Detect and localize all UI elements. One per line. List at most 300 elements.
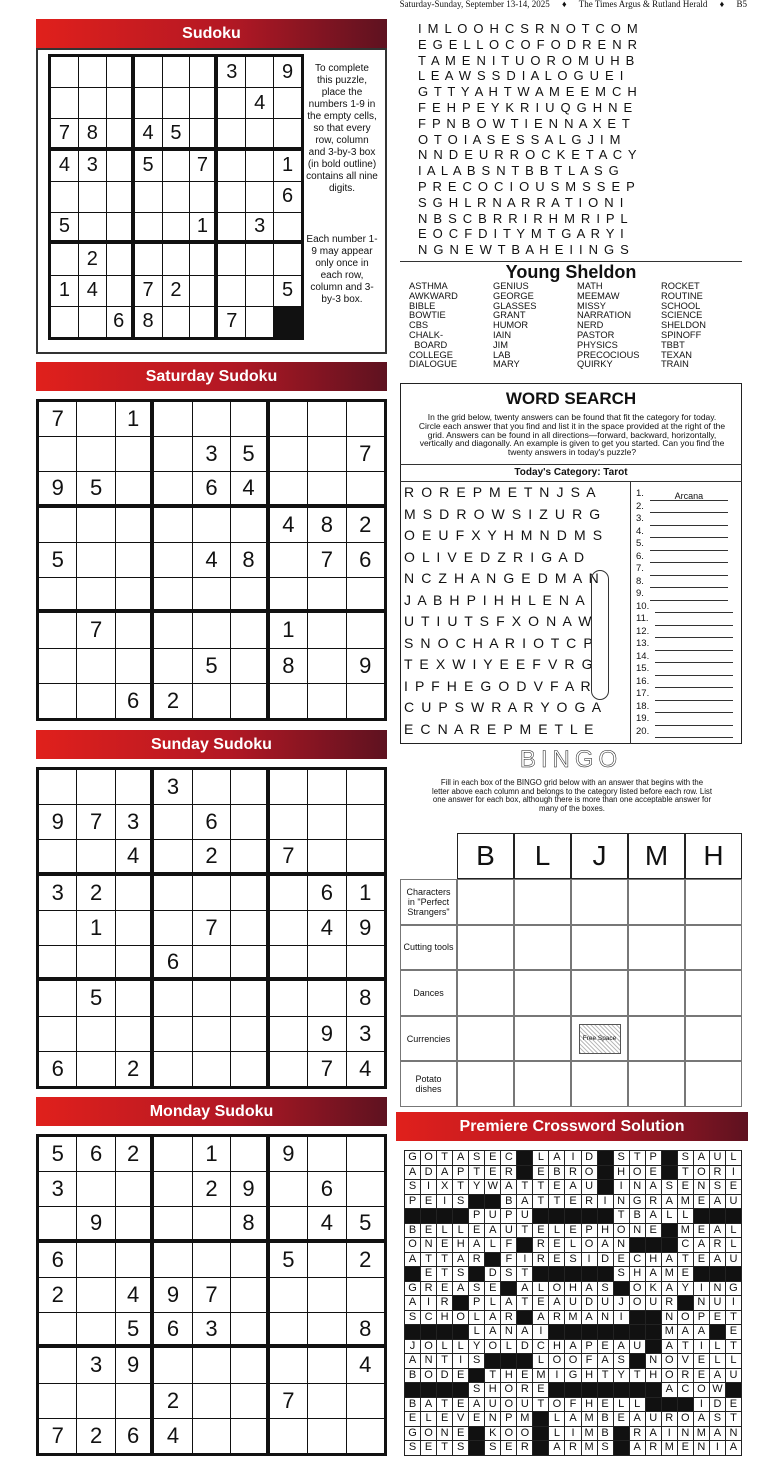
sudoku-cell[interactable] — [77, 649, 114, 683]
sudoku-cell[interactable]: 2 — [154, 684, 191, 718]
sudoku-cell[interactable] — [270, 1172, 307, 1206]
sudoku-cell[interactable]: 6 — [193, 472, 230, 506]
sudoku-cell[interactable]: 1 — [347, 876, 384, 910]
sudoku-cell[interactable] — [77, 1278, 114, 1312]
bingo-box[interactable] — [685, 1061, 742, 1107]
sudoku-cell[interactable] — [231, 1243, 268, 1277]
sudoku-cell[interactable]: 2 — [116, 1052, 153, 1086]
sudoku-cell[interactable] — [231, 1278, 268, 1312]
answer-blank[interactable] — [655, 691, 733, 701]
sudoku-cell[interactable] — [231, 1052, 268, 1086]
sudoku-cell[interactable]: 5 — [163, 119, 190, 149]
sudoku-cell[interactable] — [308, 770, 345, 804]
answer-blank[interactable] — [655, 628, 733, 638]
sudoku-cell[interactable]: 7 — [193, 1278, 230, 1312]
sudoku-cell[interactable] — [193, 1207, 230, 1241]
sudoku-cell[interactable] — [193, 876, 230, 910]
sudoku-cell[interactable]: 9 — [77, 1207, 114, 1241]
sudoku-cell[interactable] — [270, 911, 307, 945]
sudoku-cell[interactable]: 4 — [135, 119, 162, 149]
sudoku-cell[interactable] — [308, 1384, 345, 1418]
bingo-box[interactable] — [457, 1016, 514, 1062]
sudoku-cell[interactable] — [107, 244, 134, 274]
sudoku-cell[interactable] — [154, 508, 191, 542]
answer-line[interactable] — [636, 576, 728, 589]
sudoku-cell[interactable] — [231, 1137, 268, 1171]
answer-line[interactable] — [636, 688, 733, 701]
sudoku-cell[interactable] — [274, 119, 301, 149]
sudoku-cell[interactable] — [135, 57, 162, 87]
answer-blank[interactable] — [655, 703, 733, 713]
sudoku-cell[interactable]: 4 — [308, 911, 345, 945]
sudoku-cell[interactable]: 7 — [77, 805, 114, 839]
sudoku-cell[interactable] — [39, 1384, 76, 1418]
answer-blank[interactable] — [650, 541, 728, 551]
sudoku-cell[interactable] — [193, 613, 230, 647]
sudoku-cell[interactable] — [116, 1243, 153, 1277]
sudoku-cell[interactable] — [347, 1419, 384, 1453]
sudoku-cell[interactable] — [218, 182, 245, 212]
answer-line[interactable] — [636, 626, 733, 639]
sudoku-cell[interactable] — [270, 770, 307, 804]
bingo-box[interactable] — [514, 1061, 571, 1107]
sudoku-cell[interactable] — [154, 649, 191, 683]
sudoku-cell[interactable]: 8 — [231, 1207, 268, 1241]
sudoku-cell[interactable] — [51, 244, 78, 274]
sudoku-cell[interactable]: 4 — [51, 151, 78, 181]
sudoku-cell[interactable]: 8 — [308, 508, 345, 542]
sudoku-cell[interactable] — [193, 1419, 230, 1453]
sudoku-cell[interactable]: 3 — [116, 805, 153, 839]
sudoku-cell[interactable] — [107, 213, 134, 243]
sudoku-cell[interactable] — [77, 946, 114, 980]
sudoku-cell[interactable] — [154, 1052, 191, 1086]
sudoku-cell[interactable]: 2 — [77, 1419, 114, 1453]
sudoku-cell[interactable] — [163, 307, 190, 337]
sudoku-cell[interactable] — [231, 805, 268, 839]
sudoku-cell[interactable] — [77, 1243, 114, 1277]
sudoku-cell[interactable] — [308, 1243, 345, 1277]
sudoku-cell[interactable] — [270, 543, 307, 577]
sudoku-cell[interactable] — [154, 840, 191, 874]
sudoku-cell[interactable] — [231, 402, 268, 436]
sudoku-cell[interactable]: 6 — [39, 1243, 76, 1277]
answer-blank[interactable] — [650, 503, 728, 513]
sudoku-cell[interactable] — [51, 307, 78, 337]
sudoku-cell[interactable]: 3 — [218, 57, 245, 87]
sudoku-cell[interactable] — [77, 1384, 114, 1418]
sudoku-cell[interactable] — [231, 684, 268, 718]
answer-blank[interactable] — [655, 728, 733, 738]
bingo-box[interactable] — [628, 879, 685, 925]
sudoku-cell[interactable]: 7 — [308, 543, 345, 577]
sudoku-cell[interactable] — [347, 1384, 384, 1418]
answer-blank[interactable] — [650, 516, 728, 526]
sudoku-cell[interactable] — [154, 472, 191, 506]
sudoku-cell[interactable]: 2 — [163, 276, 190, 306]
sudoku-cell[interactable] — [39, 840, 76, 874]
sudoku-cell[interactable]: 8 — [347, 981, 384, 1015]
sudoku-cell[interactable]: 6 — [116, 684, 153, 718]
sudoku-cell[interactable]: 1 — [270, 613, 307, 647]
sudoku-cell[interactable] — [79, 307, 106, 337]
sudoku-cell[interactable]: 2 — [79, 244, 106, 274]
sudoku-cell[interactable] — [218, 151, 245, 181]
sudoku-cell[interactable]: 3 — [246, 213, 273, 243]
sudoku-cell[interactable] — [77, 1052, 114, 1086]
sudoku-cell[interactable] — [154, 1017, 191, 1051]
sudoku-cell[interactable] — [308, 946, 345, 980]
sudoku-cell[interactable] — [270, 1017, 307, 1051]
answer-blank[interactable] — [655, 641, 733, 651]
sudoku-cell[interactable] — [77, 684, 114, 718]
sudoku-cell[interactable] — [51, 182, 78, 212]
sudoku-cell[interactable]: 6 — [193, 805, 230, 839]
answer-blank[interactable] — [650, 578, 728, 588]
sudoku-cell[interactable] — [347, 770, 384, 804]
sudoku-cell[interactable] — [308, 472, 345, 506]
sudoku-cell[interactable] — [190, 88, 217, 118]
sudoku-cell[interactable] — [51, 88, 78, 118]
sudoku-cell[interactable] — [39, 770, 76, 804]
sudoku-cell[interactable] — [193, 684, 230, 718]
sudoku-cell[interactable]: 5 — [39, 543, 76, 577]
sudoku-cell[interactable] — [116, 508, 153, 542]
sudoku-cell[interactable] — [135, 244, 162, 274]
sudoku-cell[interactable]: 1 — [51, 276, 78, 306]
sudoku-cell[interactable]: 8 — [79, 119, 106, 149]
answer-line[interactable] — [636, 676, 733, 689]
sudoku-cell[interactable]: 4 — [347, 1348, 384, 1382]
sudoku-cell[interactable]: 3 — [77, 1348, 114, 1382]
sudoku-cell[interactable]: 7 — [270, 1384, 307, 1418]
sudoku-cell[interactable] — [347, 805, 384, 839]
sudoku-cell[interactable] — [231, 981, 268, 1015]
sudoku-cell[interactable]: 1 — [193, 1137, 230, 1171]
answer-blank[interactable] — [655, 603, 733, 613]
sudoku-cell[interactable] — [308, 578, 345, 612]
sudoku-cell[interactable] — [308, 1278, 345, 1312]
sudoku-cell[interactable] — [116, 1017, 153, 1051]
sudoku-cell[interactable] — [231, 1017, 268, 1051]
sudoku-cell[interactable] — [77, 437, 114, 471]
sudoku-cell[interactable]: 5 — [77, 981, 114, 1015]
sudoku-cell[interactable] — [51, 57, 78, 87]
sudoku-cell[interactable]: 5 — [193, 649, 230, 683]
sudoku-cell[interactable] — [193, 402, 230, 436]
sudoku-cell[interactable]: 3 — [154, 770, 191, 804]
sudoku-cell[interactable] — [246, 57, 273, 87]
sudoku-cell[interactable]: 5 — [39, 1137, 76, 1171]
sudoku-cell[interactable] — [39, 613, 76, 647]
sudoku-cell[interactable] — [116, 472, 153, 506]
sudoku-cell[interactable] — [193, 1384, 230, 1418]
sudoku-cell[interactable] — [270, 402, 307, 436]
answer-line[interactable] — [636, 513, 728, 526]
sudoku-cell[interactable]: 4 — [154, 1419, 191, 1453]
sudoku-cell[interactable] — [193, 508, 230, 542]
sudoku-cell[interactable] — [163, 244, 190, 274]
sudoku-cell[interactable] — [154, 1348, 191, 1382]
bingo-box[interactable] — [685, 970, 742, 1016]
sudoku-cell[interactable] — [270, 1419, 307, 1453]
bingo-box[interactable] — [571, 970, 628, 1016]
sudoku-cell[interactable] — [347, 472, 384, 506]
sudoku-cell[interactable] — [39, 981, 76, 1015]
sudoku-cell[interactable] — [246, 119, 273, 149]
sudoku-cell[interactable]: 6 — [154, 1313, 191, 1347]
answer-line[interactable] — [636, 538, 728, 551]
sudoku-cell[interactable] — [308, 805, 345, 839]
sudoku-cell[interactable] — [270, 876, 307, 910]
sudoku-cell[interactable] — [347, 1278, 384, 1312]
sudoku-cell[interactable] — [77, 543, 114, 577]
sudoku-cell[interactable] — [193, 1348, 230, 1382]
sudoku-cell[interactable] — [308, 437, 345, 471]
sudoku-cell[interactable] — [116, 946, 153, 980]
sudoku-cell[interactable]: 7 — [347, 437, 384, 471]
sudoku-cell[interactable] — [116, 911, 153, 945]
sudoku-cell[interactable] — [347, 1137, 384, 1171]
sudoku-cell[interactable]: 3 — [39, 1172, 76, 1206]
sudoku-cell[interactable] — [308, 1348, 345, 1382]
sudoku-cell[interactable] — [270, 1207, 307, 1241]
sudoku-cell[interactable]: 6 — [116, 1419, 153, 1453]
sudoku-cell[interactable]: 2 — [39, 1278, 76, 1312]
sudoku-cell[interactable] — [116, 543, 153, 577]
sudoku-cell[interactable]: 9 — [274, 57, 301, 87]
sudoku-cell[interactable] — [218, 276, 245, 306]
bingo-box[interactable] — [628, 1016, 685, 1062]
sudoku-cell[interactable] — [77, 402, 114, 436]
sudoku-cell[interactable] — [190, 276, 217, 306]
sudoku-cell[interactable] — [107, 119, 134, 149]
bingo-box[interactable] — [571, 925, 628, 971]
bingo-box[interactable] — [685, 879, 742, 925]
answer-blank[interactable] — [650, 528, 728, 538]
answer-line[interactable] — [636, 638, 733, 651]
sudoku-cell[interactable]: 7 — [270, 840, 307, 874]
sudoku-cell[interactable] — [154, 1172, 191, 1206]
sudoku-cell[interactable] — [116, 1207, 153, 1241]
sudoku-cell[interactable]: 2 — [347, 508, 384, 542]
sudoku-cell[interactable] — [193, 1243, 230, 1277]
bingo-box[interactable] — [457, 970, 514, 1016]
sudoku-cell[interactable] — [231, 946, 268, 980]
sudoku-cell[interactable] — [116, 770, 153, 804]
bingo-box[interactable] — [514, 1016, 571, 1062]
sudoku-cell[interactable]: 4 — [347, 1052, 384, 1086]
sudoku-cell[interactable]: 2 — [193, 840, 230, 874]
sudoku-cell[interactable]: 4 — [246, 88, 273, 118]
sudoku-cell[interactable]: 4 — [193, 543, 230, 577]
sudoku-cell[interactable] — [347, 578, 384, 612]
sudoku-cell[interactable] — [154, 543, 191, 577]
sudoku-cell[interactable] — [218, 244, 245, 274]
sudoku-cell[interactable]: 2 — [193, 1172, 230, 1206]
sudoku-cell[interactable]: 7 — [39, 1419, 76, 1453]
sudoku-cell[interactable] — [193, 1017, 230, 1051]
sudoku-cell[interactable] — [308, 402, 345, 436]
sudoku-cell[interactable]: 4 — [116, 1278, 153, 1312]
sudoku-cell[interactable]: 3 — [79, 151, 106, 181]
sudoku-cell[interactable] — [79, 88, 106, 118]
sudoku-cell[interactable]: 2 — [154, 1384, 191, 1418]
sudoku-cell[interactable] — [246, 244, 273, 274]
answer-line[interactable] — [636, 588, 728, 601]
answer-blank[interactable] — [650, 553, 728, 563]
sudoku-cell[interactable] — [270, 1348, 307, 1382]
sudoku-cell[interactable] — [308, 613, 345, 647]
sudoku-cell[interactable] — [231, 1348, 268, 1382]
sudoku-cell[interactable] — [347, 840, 384, 874]
sudoku-cell[interactable] — [308, 649, 345, 683]
sudoku-cell[interactable] — [116, 1384, 153, 1418]
sudoku-cell[interactable]: 7 — [190, 151, 217, 181]
sudoku-cell[interactable] — [190, 182, 217, 212]
sudoku-cell[interactable] — [39, 578, 76, 612]
sudoku-cell[interactable] — [308, 1137, 345, 1171]
answer-line[interactable] — [636, 551, 728, 564]
sudoku-cell[interactable] — [116, 876, 153, 910]
sudoku-cell[interactable] — [39, 911, 76, 945]
sudoku-cell[interactable] — [231, 911, 268, 945]
sudoku-cell[interactable] — [107, 88, 134, 118]
sudoku-cell[interactable]: 9 — [231, 1172, 268, 1206]
sudoku-cell[interactable] — [193, 981, 230, 1015]
bingo-box[interactable] — [685, 925, 742, 971]
sudoku-cell[interactable] — [246, 307, 273, 337]
sudoku-cell[interactable]: 8 — [270, 649, 307, 683]
sudoku-cell[interactable] — [231, 649, 268, 683]
sudoku-cell[interactable] — [39, 1207, 76, 1241]
sudoku-cell[interactable]: 3 — [193, 437, 230, 471]
sudoku-cell[interactable] — [270, 437, 307, 471]
sudoku-cell[interactable]: 6 — [39, 1052, 76, 1086]
sudoku-cell[interactable] — [154, 613, 191, 647]
sudoku-cell[interactable] — [154, 1137, 191, 1171]
sudoku-cell[interactable]: 2 — [347, 1243, 384, 1277]
sudoku-cell[interactable] — [218, 119, 245, 149]
answer-blank[interactable] — [655, 678, 733, 688]
sudoku-cell[interactable] — [347, 684, 384, 718]
sudoku-cell[interactable] — [107, 182, 134, 212]
sudoku-cell[interactable]: 7 — [193, 911, 230, 945]
sudoku-cell[interactable] — [231, 508, 268, 542]
sudoku-cell[interactable]: 4 — [231, 472, 268, 506]
sudoku-cell[interactable] — [135, 213, 162, 243]
sudoku-cell[interactable] — [154, 402, 191, 436]
sudoku-cell[interactable]: 6 — [308, 876, 345, 910]
sudoku-cell[interactable]: 7 — [77, 613, 114, 647]
sudoku-cell[interactable]: 7 — [135, 276, 162, 306]
sudoku-cell[interactable] — [116, 1172, 153, 1206]
sudoku-cell[interactable]: 4 — [116, 840, 153, 874]
sudoku-cell[interactable] — [270, 1052, 307, 1086]
sudoku-cell[interactable] — [39, 1348, 76, 1382]
sudoku-cell[interactable]: 9 — [154, 1278, 191, 1312]
bingo-box[interactable] — [628, 1061, 685, 1107]
sudoku-cell[interactable] — [77, 1017, 114, 1051]
answer-line[interactable] — [636, 701, 733, 714]
sudoku-cell[interactable] — [308, 684, 345, 718]
sudoku-cell[interactable]: 4 — [79, 276, 106, 306]
sudoku-cell[interactable] — [231, 578, 268, 612]
sudoku-cell[interactable] — [231, 840, 268, 874]
sudoku-cell[interactable] — [270, 578, 307, 612]
sudoku-cell[interactable] — [308, 1313, 345, 1347]
bingo-box[interactable] — [514, 879, 571, 925]
sudoku-cell[interactable] — [163, 213, 190, 243]
sudoku-cell[interactable]: 3 — [347, 1017, 384, 1051]
sudoku-cell[interactable] — [190, 244, 217, 274]
sudoku-cell[interactable]: 5 — [51, 213, 78, 243]
sudoku-cell[interactable] — [231, 1419, 268, 1453]
sudoku-cell[interactable]: 5 — [135, 151, 162, 181]
sudoku-cell[interactable] — [231, 1384, 268, 1418]
sudoku-cell[interactable] — [154, 911, 191, 945]
sudoku-cell[interactable] — [154, 1207, 191, 1241]
sudoku-cell[interactable] — [190, 57, 217, 87]
bingo-box[interactable] — [628, 970, 685, 1016]
sudoku-cell[interactable] — [163, 151, 190, 181]
sudoku-cell[interactable] — [116, 578, 153, 612]
sudoku-cell[interactable] — [77, 578, 114, 612]
sudoku-cell[interactable] — [218, 88, 245, 118]
sudoku-cell[interactable] — [193, 578, 230, 612]
sudoku-cell[interactable] — [77, 840, 114, 874]
sudoku-cell[interactable] — [79, 57, 106, 87]
sudoku-cell[interactable] — [270, 805, 307, 839]
sudoku-cell[interactable] — [135, 88, 162, 118]
sudoku-cell[interactable]: 8 — [231, 543, 268, 577]
sudoku-cell[interactable] — [154, 437, 191, 471]
sudoku-cell[interactable]: 9 — [270, 1137, 307, 1171]
sudoku-cell[interactable]: 1 — [274, 151, 301, 181]
answer-line[interactable] — [636, 726, 733, 739]
sudoku-cell[interactable]: 6 — [77, 1137, 114, 1171]
sudoku-cell[interactable] — [270, 981, 307, 1015]
answer-blank[interactable] — [650, 591, 728, 601]
sudoku-cell[interactable] — [274, 213, 301, 243]
bingo-box[interactable] — [628, 925, 685, 971]
answer-line[interactable] — [636, 663, 733, 676]
sudoku-cell[interactable] — [39, 1017, 76, 1051]
sudoku-cell[interactable]: 6 — [347, 543, 384, 577]
sudoku-cell[interactable]: 2 — [116, 1137, 153, 1171]
sudoku-cell[interactable] — [39, 1313, 76, 1347]
sudoku-cell[interactable] — [231, 770, 268, 804]
sudoku-cell[interactable] — [107, 276, 134, 306]
sudoku-cell[interactable] — [274, 244, 301, 274]
bingo-box[interactable] — [457, 1061, 514, 1107]
sudoku-cell[interactable] — [154, 578, 191, 612]
bingo-box[interactable] — [514, 925, 571, 971]
sudoku-cell[interactable] — [39, 684, 76, 718]
sudoku-cell[interactable]: 7 — [39, 402, 76, 436]
sudoku-cell[interactable]: 5 — [77, 472, 114, 506]
sudoku-cell[interactable] — [39, 437, 76, 471]
bingo-box[interactable] — [514, 970, 571, 1016]
sudoku-cell[interactable] — [77, 508, 114, 542]
sudoku-cell[interactable] — [193, 946, 230, 980]
sudoku-cell[interactable] — [163, 57, 190, 87]
sudoku-cell[interactable] — [39, 508, 76, 542]
sudoku-cell[interactable] — [270, 1313, 307, 1347]
sudoku-cell[interactable]: 9 — [347, 649, 384, 683]
sudoku-cell[interactable] — [154, 805, 191, 839]
sudoku-cell[interactable] — [190, 119, 217, 149]
